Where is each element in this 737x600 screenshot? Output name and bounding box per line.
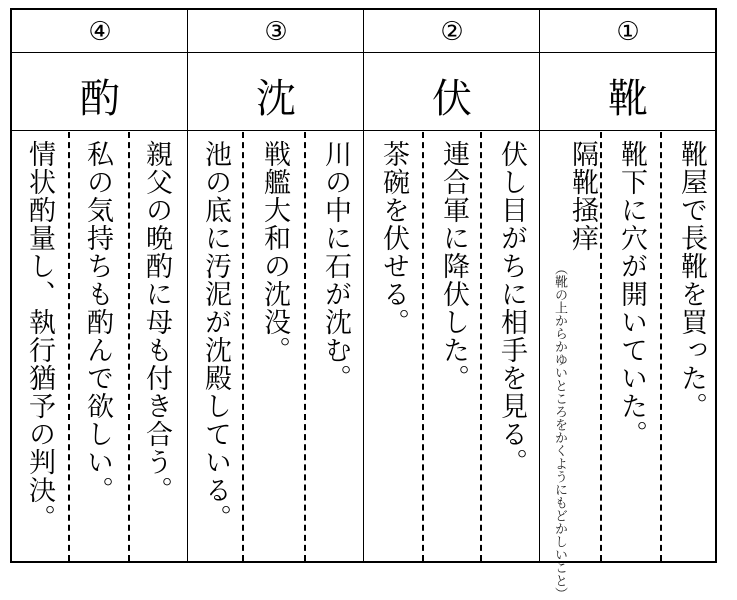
idiom-note: （靴の上からかゆいところをかくようにもどかしいこと）: [552, 262, 567, 600]
example-sentence: 情状酌量し、執行猶予の判決。: [24, 140, 55, 532]
kanji-worksheet: [10, 8, 717, 600]
dashed-divider: [660, 132, 662, 561]
kanji-heading: 靴: [608, 75, 648, 122]
example-sentence: 私の気持ちも酌んで欲しい。: [82, 140, 113, 504]
column-number: ①: [616, 17, 640, 47]
example-sentence: 茶碗を伏せる。: [378, 140, 409, 336]
dashed-divider: [480, 132, 482, 561]
column-number: ②: [440, 17, 464, 47]
example-sentence: 川の中に石が沈む。: [320, 140, 351, 392]
example-sentence: 靴下に穴が開いていた。: [616, 140, 647, 448]
example-sentence: 伏し目がちに相手を見る。: [496, 140, 527, 476]
kanji-heading: 伏: [432, 75, 472, 122]
dashed-divider: [600, 132, 602, 561]
dashed-divider: [242, 132, 244, 561]
dashed-divider: [422, 132, 424, 561]
dashed-divider: [128, 132, 130, 561]
column-number: ④: [88, 17, 112, 47]
dashed-divider: [68, 132, 70, 561]
dashed-divider: [304, 132, 306, 561]
example-sentence: 親父の晩酌に母も付き合う。: [141, 140, 172, 504]
example-sentence: 靴屋で長靴を買った。: [676, 140, 707, 420]
example-sentence: 池の底に汚泥が沈殿している。: [200, 140, 231, 532]
example-sentence: 連合軍に降伏した。: [438, 140, 469, 392]
kanji-heading: 酌: [80, 75, 120, 122]
column-number: ③: [264, 17, 288, 47]
example-sentence: 戦艦大和の沈没。: [259, 140, 290, 364]
kanji-heading: 沈: [256, 75, 296, 122]
example-sentence: 隔靴掻痒: [567, 140, 598, 252]
